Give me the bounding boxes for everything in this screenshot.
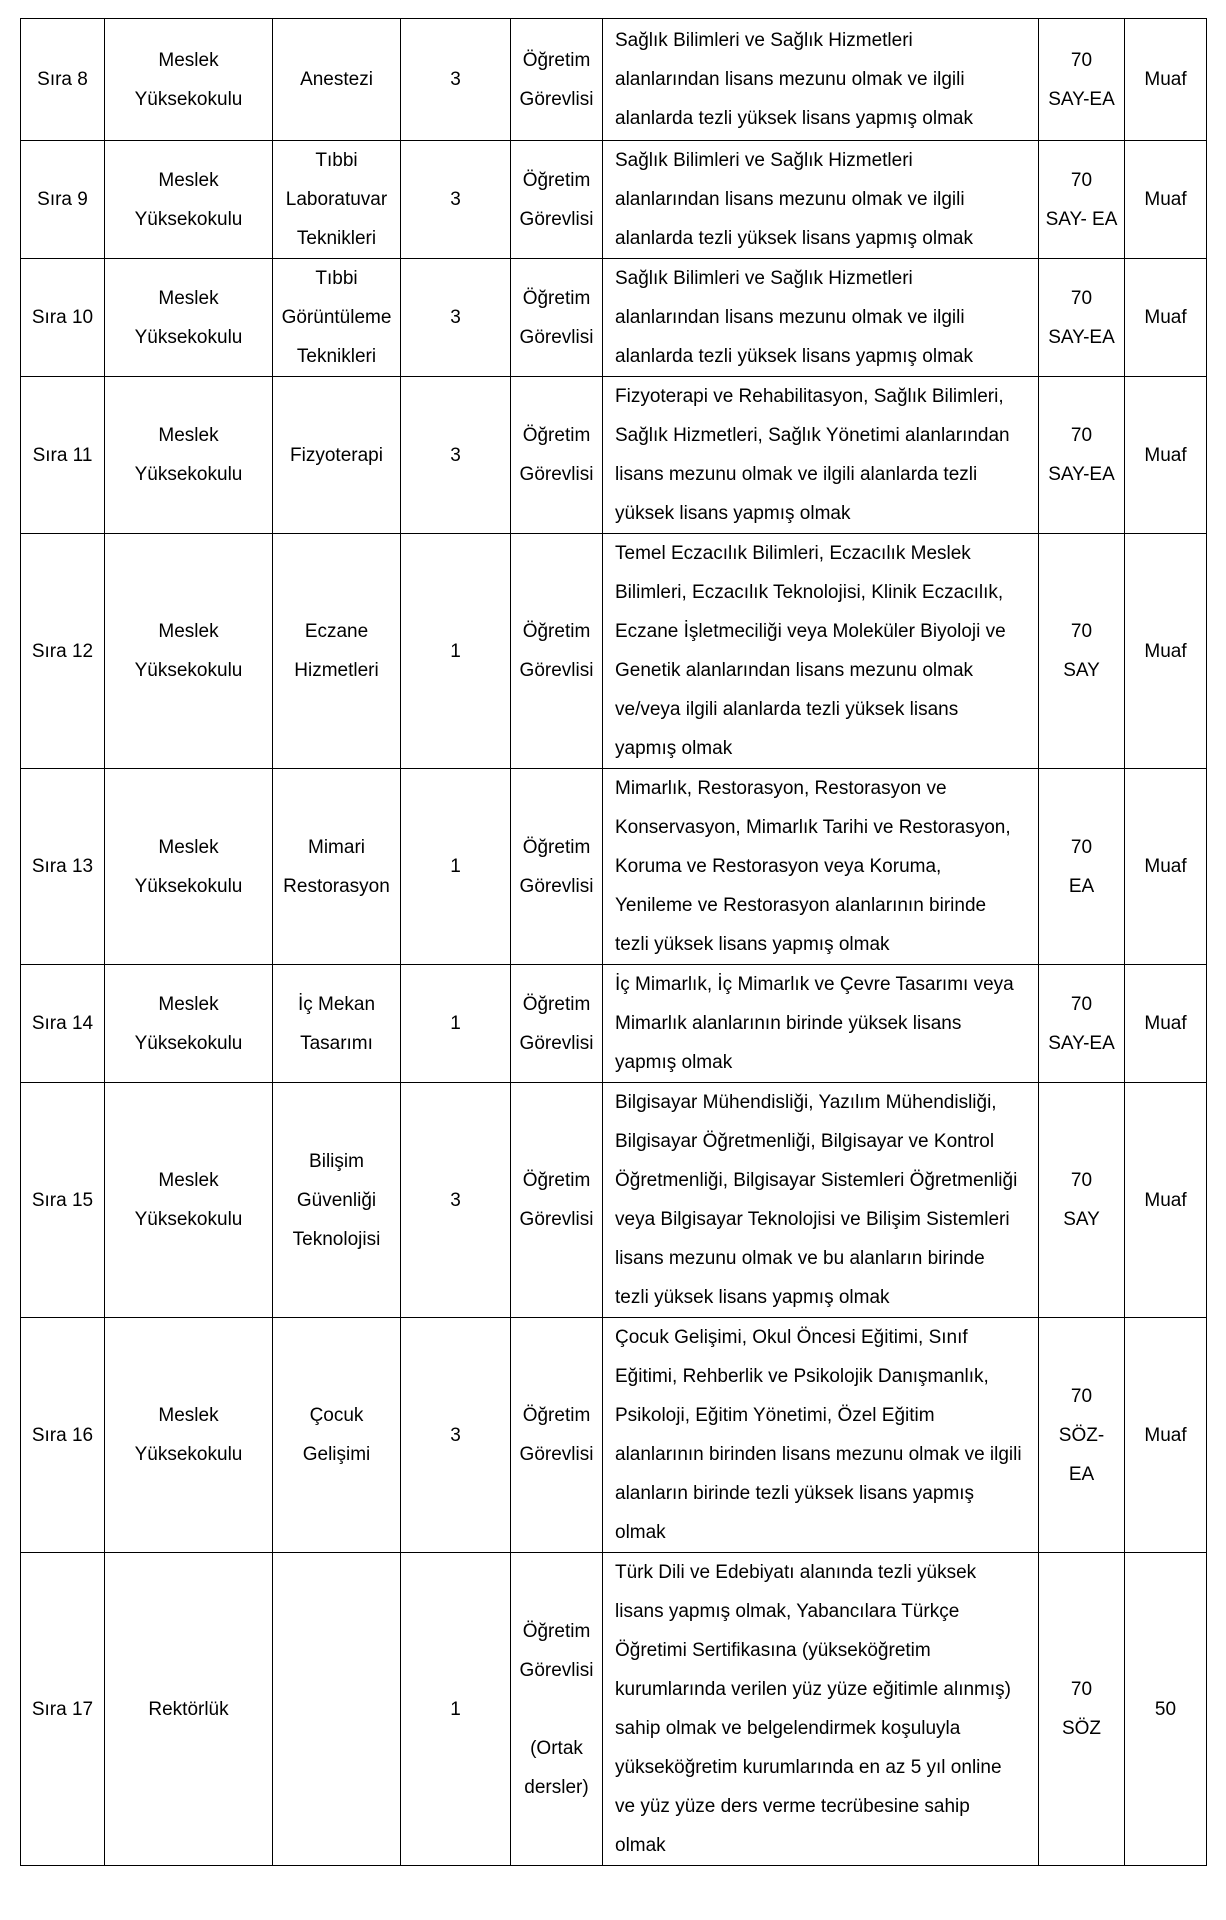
ales-line: SAY-EA — [1048, 1032, 1115, 1054]
sira-cell: Sıra 8 — [21, 19, 105, 141]
requirements-line: Temel Eczacılık Bilimleri, Eczacılık Meslek — [615, 543, 971, 564]
sira-cell: Sıra 17 — [21, 1553, 105, 1866]
requirements-line: Mimarlık, Restorasyon, Restorasyon ve — [615, 778, 947, 799]
program-line: Mimari — [308, 836, 365, 858]
title-cell — [511, 965, 603, 1083]
language-cell: 50 — [1125, 1553, 1207, 1866]
ales-cell — [1039, 259, 1125, 377]
program-line: Restorasyon — [283, 875, 390, 897]
ales-line: 70 — [1070, 287, 1093, 309]
requirements-line: Bilimleri, Eczacılık Teknolojisi, Klinik Eczacılık, — [615, 582, 1004, 603]
title-cell — [511, 1553, 603, 1866]
unit-line: Meslek — [158, 993, 219, 1015]
ales-cell — [1039, 769, 1125, 965]
title-line: Görevlisi — [519, 1659, 594, 1681]
table-row — [21, 141, 1207, 259]
program-line: Tasarımı — [300, 1032, 373, 1054]
ales-line: SAY-EA — [1048, 326, 1115, 348]
ales-line: 70 — [1070, 1679, 1093, 1700]
requirements-line: lisans yapmış olmak, Yabancılara Türkçe — [615, 1601, 960, 1622]
title-line: Öğretim — [522, 993, 591, 1015]
requirements-line: yükseköğretim kurumlarında en az 5 yıl online — [615, 1757, 1002, 1778]
requirements-line: Genetik alanlarından lisans mezunu olmak — [615, 660, 974, 681]
requirements-line: lisans mezunu olmak ve ilgili alanlarda tezli — [615, 464, 978, 485]
title-line: Öğretim — [522, 621, 591, 642]
title-line: Öğretim — [522, 1170, 591, 1191]
ales-line: SAY — [1063, 660, 1100, 681]
title-line: dersler) — [524, 1776, 589, 1798]
count-cell: 1 — [401, 1553, 511, 1866]
ales-line: 70 — [1070, 425, 1093, 446]
requirements-line: Eczane İşletmeciliği veya Moleküler Biyoloji ve — [615, 621, 1006, 642]
title-line: Görevlisi — [519, 1032, 594, 1054]
title-line: Görevlisi — [519, 88, 594, 110]
title-line: Öğretim — [522, 836, 591, 858]
title-line: Görevlisi — [519, 875, 594, 897]
count-cell: 3 — [401, 1318, 511, 1553]
title-cell — [511, 1318, 603, 1553]
sira-cell: Sıra 10 — [21, 259, 105, 377]
requirements-line: kurumlarında verilen yüz yüze eğitimle alınmış) — [615, 1679, 1011, 1700]
title-line: Öğretim — [522, 1620, 591, 1642]
requirements-line: Öğretimi Sertifikasına (yükseköğretim — [615, 1640, 931, 1661]
ales-cell — [1039, 1553, 1125, 1866]
unit-line: Meslek — [158, 49, 219, 71]
sira-cell: Sıra 12 — [21, 534, 105, 769]
requirements-line: alanlarından lisans mezunu olmak ve ilgili — [615, 307, 965, 328]
language-cell: Muaf — [1125, 965, 1207, 1083]
sira-cell: Sıra 14 — [21, 965, 105, 1083]
program-cell — [273, 259, 401, 377]
requirements-line: alanlarda tezli yüksek lisans yapmış olmak — [615, 346, 973, 367]
requirements-cell — [603, 141, 1039, 259]
ales-line: SAY- EA — [1045, 208, 1118, 230]
title-cell — [511, 769, 603, 965]
title-line: Görevlisi — [519, 464, 594, 485]
requirements-line: Sağlık Bilimleri ve Sağlık Hizmetleri — [615, 30, 913, 51]
unit-cell — [105, 141, 273, 259]
requirements-cell — [603, 534, 1039, 769]
unit-line: Meslek — [158, 425, 219, 446]
program-line: Görüntüleme — [281, 307, 392, 328]
requirements-line: Mimarlık alanlarının birinde yüksek lisans — [615, 1013, 962, 1034]
table-row — [21, 259, 1207, 377]
requirements-line: Sağlık Hizmetleri, Sağlık Yönetimi alanlarından — [615, 425, 1010, 446]
table-row — [21, 1083, 1207, 1318]
requirements-line: yapmış olmak — [615, 1052, 733, 1073]
count-cell: 1 — [401, 769, 511, 965]
unit-line: Yüksekokulu — [134, 660, 243, 681]
program-line: Teknolojisi — [292, 1228, 381, 1250]
title-cell — [511, 141, 603, 259]
ales-line: 70 — [1070, 1385, 1093, 1407]
title-line: Görevlisi — [519, 1209, 594, 1230]
requirements-line: lisans mezunu olmak ve bu alanların birinde — [615, 1248, 985, 1269]
requirements-cell — [603, 377, 1039, 534]
language-cell: Muaf — [1125, 534, 1207, 769]
ales-line: SAY — [1063, 1209, 1100, 1230]
ales-line: SÖZ- EA — [1058, 1424, 1105, 1485]
unit-line: Meslek — [158, 836, 219, 858]
positions-table — [20, 18, 1207, 1866]
requirements-line: alanların birinde tezli yüksek lisans yapmış — [615, 1483, 975, 1504]
requirements-line: alanlarda tezli yüksek lisans yapmış olmak — [615, 228, 973, 249]
ales-line: 70 — [1070, 49, 1093, 71]
program-line: Anestezi — [300, 69, 373, 90]
requirements-line: tezli yüksek lisans yapmış olmak — [615, 934, 890, 955]
program-cell — [273, 1083, 401, 1318]
requirements-line: ve yüz yüze ders verme tecrübesine sahip — [615, 1796, 970, 1817]
ales-cell — [1039, 377, 1125, 534]
unit-line: Yüksekokulu — [134, 208, 243, 230]
requirements-cell — [603, 1553, 1039, 1866]
ales-line: SÖZ — [1061, 1718, 1102, 1739]
table-row — [21, 534, 1207, 769]
sira-cell: Sıra 15 — [21, 1083, 105, 1318]
sira-cell: Sıra 16 — [21, 1318, 105, 1553]
ales-line: 70 — [1070, 169, 1093, 191]
program-line: Bilişim — [309, 1150, 364, 1172]
sira-cell: Sıra 11 — [21, 377, 105, 534]
table-row — [21, 769, 1207, 965]
language-cell: Muaf — [1125, 1083, 1207, 1318]
program-cell — [273, 965, 401, 1083]
ales-cell — [1039, 1083, 1125, 1318]
unit-cell — [105, 377, 273, 534]
requirements-line: İç Mimarlık, İç Mimarlık ve Çevre Tasarımı veya — [615, 974, 1014, 995]
title-line: Öğretim — [522, 425, 591, 446]
unit-cell — [105, 769, 273, 965]
requirements-line: Eğitimi, Rehberlik ve Psikolojik Danışmanlık, — [615, 1366, 989, 1387]
requirements-cell — [603, 19, 1039, 141]
language-cell: Muaf — [1125, 141, 1207, 259]
unit-line: Meslek — [158, 169, 219, 191]
program-line: Eczane — [304, 621, 369, 642]
table-row — [21, 965, 1207, 1083]
ales-line: 70 — [1070, 1170, 1093, 1191]
count-cell: 3 — [401, 259, 511, 377]
requirements-line: veya Bilgisayar Teknolojisi ve Bilişim Sistemleri — [615, 1209, 1010, 1230]
program-line: Gelişimi — [302, 1444, 371, 1465]
ales-line: SAY-EA — [1048, 88, 1115, 110]
unit-line: Yüksekokulu — [134, 1032, 243, 1054]
unit-cell — [105, 1553, 273, 1866]
requirements-line: yapmış olmak — [615, 738, 733, 759]
requirements-cell — [603, 965, 1039, 1083]
program-cell — [273, 377, 401, 534]
unit-cell — [105, 1318, 273, 1553]
title-line: Öğretim — [522, 169, 591, 191]
requirements-line: Bilgisayar Öğretmenliği, Bilgisayar ve Kontrol — [615, 1131, 995, 1152]
requirements-cell — [603, 1083, 1039, 1318]
title-line: Görevlisi — [519, 208, 594, 230]
title-line: (Ortak — [530, 1737, 583, 1759]
requirements-line: Sağlık Bilimleri ve Sağlık Hizmetleri — [615, 150, 913, 171]
ales-cell — [1039, 19, 1125, 141]
language-cell: Muaf — [1125, 377, 1207, 534]
title-line: Görevlisi — [519, 660, 594, 681]
title-line: Görevlisi — [519, 1444, 594, 1465]
title-line: Öğretim — [522, 1405, 591, 1426]
language-cell: Muaf — [1125, 1318, 1207, 1553]
requirements-line: olmak — [615, 1522, 666, 1543]
program-line: İç Mekan — [297, 993, 376, 1015]
unit-line: Yüksekokulu — [134, 326, 243, 348]
program-line: Teknikleri — [296, 346, 377, 367]
requirements-line: alanlarından lisans mezunu olmak ve ilgili — [615, 189, 965, 210]
sira-cell: Sıra 9 — [21, 141, 105, 259]
count-cell: 1 — [401, 534, 511, 769]
title-cell — [511, 377, 603, 534]
requirements-line: Konservasyon, Mimarlık Tarihi ve Restorasyon, — [615, 817, 1011, 838]
ales-cell — [1039, 1318, 1125, 1553]
unit-line: Yüksekokulu — [134, 875, 243, 897]
requirements-line: yüksek lisans yapmış olmak — [615, 503, 851, 524]
program-line: Fizyoterapi — [290, 444, 383, 466]
unit-line: Yüksekokulu — [134, 88, 243, 110]
unit-line: Meslek — [158, 621, 219, 642]
ales-cell — [1039, 141, 1125, 259]
program-line: Teknikleri — [296, 228, 377, 249]
requirements-cell — [603, 1318, 1039, 1553]
program-cell — [273, 534, 401, 769]
title-cell — [511, 19, 603, 141]
title-line: Öğretim — [522, 49, 591, 71]
requirements-line: Fizyoterapi ve Rehabilitasyon, Sağlık Bilimleri, — [615, 386, 1004, 407]
title-cell — [511, 259, 603, 377]
ales-line: 70 — [1070, 836, 1093, 858]
requirements-line: tezli yüksek lisans yapmış olmak — [615, 1287, 890, 1308]
title-line: Öğretim — [522, 287, 591, 309]
sira-cell: Sıra 13 — [21, 769, 105, 965]
unit-line: Meslek — [158, 1170, 219, 1191]
requirements-line: Bilgisayar Mühendisliği, Yazılım Mühendisliği, — [615, 1092, 997, 1113]
ales-line: 70 — [1070, 621, 1093, 642]
requirements-line: Öğretmenliği, Bilgisayar Sistemleri Öğretmenliği — [615, 1170, 1018, 1191]
count-cell: 3 — [401, 1083, 511, 1318]
title-cell — [511, 534, 603, 769]
unit-cell — [105, 534, 273, 769]
ales-cell — [1039, 965, 1125, 1083]
program-line: Çocuk — [309, 1405, 364, 1426]
ales-line: 70 — [1070, 993, 1093, 1015]
program-cell — [273, 1318, 401, 1553]
program-line: Tıbbi — [315, 150, 358, 171]
unit-line: Meslek — [158, 287, 219, 309]
count-cell: 3 — [401, 141, 511, 259]
count-cell: 3 — [401, 19, 511, 141]
table-row — [21, 19, 1207, 141]
requirements-line: ve/veya ilgili alanlarda tezli yüksek lisans — [615, 699, 959, 720]
program-line: Tıbbi — [315, 268, 358, 289]
unit-cell — [105, 965, 273, 1083]
unit-line: Yüksekokulu — [134, 1209, 243, 1230]
unit-cell — [105, 259, 273, 377]
requirements-cell — [603, 769, 1039, 965]
language-cell: Muaf — [1125, 769, 1207, 965]
requirements-line: Koruma ve Restorasyon veya Koruma, — [615, 856, 942, 877]
program-line: Güvenliği — [296, 1189, 377, 1211]
count-cell: 1 — [401, 965, 511, 1083]
requirements-line: alanlarının birinden lisans mezunu olmak ve ilgili — [615, 1444, 1022, 1465]
ales-cell — [1039, 534, 1125, 769]
title-line: Görevlisi — [519, 326, 594, 348]
requirements-line: sahip olmak ve belgelendirmek koşuluyla — [615, 1718, 961, 1739]
requirements-line: Yenileme ve Restorasyon alanlarının birinde — [615, 895, 987, 916]
ales-line: EA — [1068, 875, 1095, 897]
table-row — [21, 1318, 1207, 1553]
language-cell: Muaf — [1125, 19, 1207, 141]
program-cell — [273, 19, 401, 141]
unit-cell — [105, 1083, 273, 1318]
title-line — [516, 1690, 597, 1729]
count-cell: 3 — [401, 377, 511, 534]
table-body — [21, 19, 1207, 1866]
program-line: Hizmetleri — [294, 660, 379, 681]
unit-line: Yüksekokulu — [134, 1444, 243, 1465]
unit-line: Rektörlük — [148, 1698, 229, 1720]
requirements-line: Sağlık Bilimleri ve Sağlık Hizmetleri — [615, 268, 913, 289]
unit-cell — [105, 19, 273, 141]
ales-line: SAY-EA — [1048, 464, 1115, 485]
unit-line: Yüksekokulu — [134, 464, 243, 485]
requirements-line: alanlarda tezli yüksek lisans yapmış olmak — [615, 108, 973, 129]
unit-line: Meslek — [158, 1405, 219, 1426]
requirements-cell — [603, 259, 1039, 377]
requirements-line: Çocuk Gelişimi, Okul Öncesi Eğitimi, Sınıf — [615, 1327, 968, 1348]
table-row — [21, 1553, 1207, 1866]
language-cell: Muaf — [1125, 259, 1207, 377]
program-cell — [273, 769, 401, 965]
program-cell — [273, 141, 401, 259]
program-cell — [273, 1553, 401, 1866]
requirements-line: Türk Dili ve Edebiyatı alanında tezli yüksek — [615, 1562, 977, 1583]
program-line: Laboratuvar — [285, 189, 388, 210]
requirements-line: olmak — [615, 1835, 666, 1856]
requirements-line: alanlarından lisans mezunu olmak ve ilgili — [615, 69, 965, 90]
title-cell — [511, 1083, 603, 1318]
requirements-line: Psikoloji, Eğitim Yönetimi, Özel Eğitim — [615, 1405, 935, 1426]
table-row — [21, 377, 1207, 534]
